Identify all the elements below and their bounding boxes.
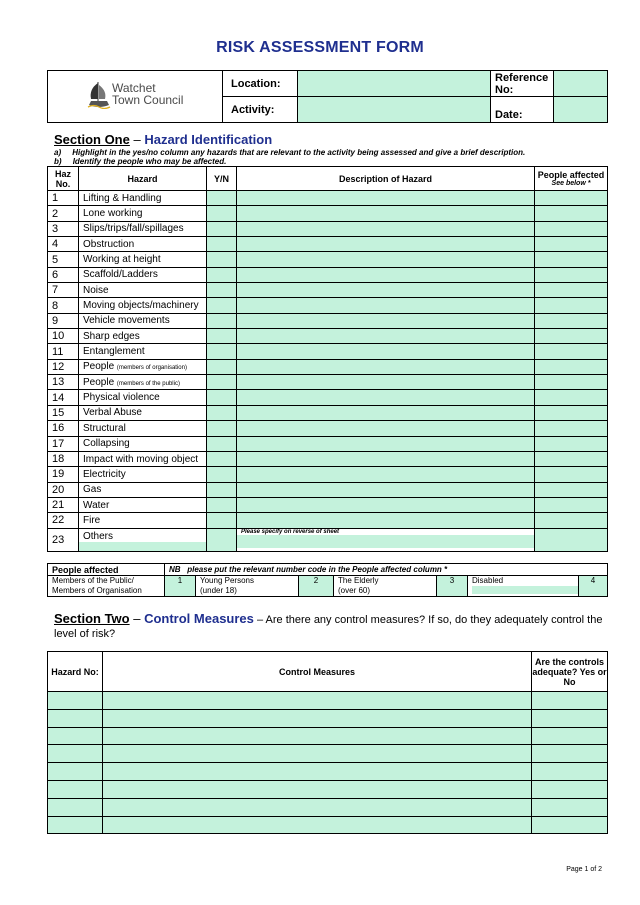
hazard-row xyxy=(48,436,608,451)
hazard-number: 13 xyxy=(48,375,79,390)
people-key-note: NB please put the relevant number code in the People affected column * xyxy=(165,564,608,576)
control-measures-field[interactable] xyxy=(103,763,532,781)
hazard-row xyxy=(48,375,608,390)
hazard-row xyxy=(48,513,608,528)
yn-field[interactable] xyxy=(207,329,237,344)
yn-field[interactable] xyxy=(207,421,237,436)
description-field[interactable] xyxy=(237,206,535,221)
description-field[interactable] xyxy=(237,421,535,436)
people-affected-field[interactable] xyxy=(535,313,608,328)
description-field[interactable] xyxy=(237,359,535,374)
hazard-name-cell xyxy=(79,375,207,390)
hazard-name-cell xyxy=(79,467,207,482)
control-hazard-no-field[interactable] xyxy=(48,780,103,798)
hazard-name-cell xyxy=(79,206,207,221)
control-measures-field[interactable] xyxy=(103,709,532,727)
description-field[interactable] xyxy=(237,329,535,344)
yn-field[interactable] xyxy=(207,467,237,482)
hazard-number: 19 xyxy=(48,467,79,482)
hazard-name: Fire xyxy=(83,514,101,526)
hazard-row xyxy=(48,390,608,405)
hazard-name-cell xyxy=(79,267,207,282)
control-measures-field[interactable] xyxy=(103,745,532,763)
controls-adequate-field[interactable] xyxy=(532,763,608,781)
hazard-name-cell xyxy=(79,482,207,497)
hazard-row xyxy=(48,329,608,344)
hazard-number: 17 xyxy=(48,436,79,451)
group-elderly: The Elderly (over 60) xyxy=(334,576,437,597)
controls-adequate-field[interactable] xyxy=(532,798,608,816)
hazard-name-cell xyxy=(79,329,207,344)
people-affected-field[interactable] xyxy=(535,283,608,298)
group-code-1: 1 xyxy=(165,576,196,597)
hazard-number: 1 xyxy=(48,191,79,206)
instruction-a: a) Highlight in the yes/no column any hazards that are relevant to the activity being assessed and give a brief description. xyxy=(54,148,526,157)
people-affected-field[interactable] xyxy=(535,528,608,551)
people-affected-field[interactable] xyxy=(535,482,608,497)
hazard-name: Entanglement xyxy=(83,346,145,358)
hazard-row xyxy=(48,267,608,282)
hazard-number: 11 xyxy=(48,344,79,359)
form-title: RISK ASSESSMENT FORM xyxy=(216,39,424,56)
control-row xyxy=(48,692,608,710)
hazard-name: Gas xyxy=(83,484,102,496)
control-row xyxy=(48,763,608,781)
control-row xyxy=(48,727,608,745)
yn-field[interactable] xyxy=(207,451,237,466)
col-control-measures: Control Measures xyxy=(103,652,532,692)
hazard-row xyxy=(48,191,608,206)
control-measures-field[interactable] xyxy=(103,780,532,798)
header-table: Location: Reference No: Activity: Date: xyxy=(47,70,608,123)
hazard-name: Physical violence xyxy=(83,392,160,404)
hazard-name: Slips/trips/fall/spillages xyxy=(83,223,184,235)
hazard-name: Others xyxy=(83,530,114,542)
controls-adequate-field[interactable] xyxy=(532,816,608,834)
hazard-name: People xyxy=(83,361,115,373)
yn-field[interactable] xyxy=(207,359,237,374)
col-hazard: Hazard xyxy=(79,167,207,191)
yn-field[interactable] xyxy=(207,283,237,298)
people-affected-field[interactable] xyxy=(535,390,608,405)
people-affected-field[interactable] xyxy=(535,298,608,313)
hazard-number: 18 xyxy=(48,451,79,466)
people-affected-field[interactable] xyxy=(535,237,608,252)
control-row xyxy=(48,745,608,763)
yn-field[interactable] xyxy=(207,206,237,221)
col-hazard-no: Hazard No: xyxy=(48,652,103,692)
yn-field[interactable] xyxy=(207,221,237,236)
description-field[interactable] xyxy=(237,451,535,466)
hazard-name: Electricity xyxy=(83,468,126,480)
people-affected-field[interactable] xyxy=(535,467,608,482)
activity-label: Activity xyxy=(231,103,271,116)
group-young: Young Persons (under 18) xyxy=(196,576,299,597)
hazard-name: Lone working xyxy=(83,208,143,220)
hazard-name: Obstruction xyxy=(83,238,135,250)
hazard-name-cell xyxy=(79,313,207,328)
date-label: Date xyxy=(495,109,519,121)
hazard-name-cell xyxy=(79,405,207,420)
hazard-name: Collapsing xyxy=(83,438,130,450)
people-affected-field[interactable] xyxy=(535,344,608,359)
people-affected-field[interactable] xyxy=(535,436,608,451)
control-hazard-no-field[interactable] xyxy=(48,798,103,816)
hazard-row xyxy=(48,237,608,252)
description-field[interactable] xyxy=(237,467,535,482)
others-field[interactable] xyxy=(79,542,206,551)
hazard-note: (members of the public) xyxy=(116,380,180,387)
hazard-number: 10 xyxy=(48,329,79,344)
hazard-number: 21 xyxy=(48,497,79,512)
hazard-row xyxy=(48,313,608,328)
hazard-number: 6 xyxy=(48,267,79,282)
description-field[interactable] xyxy=(237,252,535,267)
others-note: Please specify on reverse of sheet xyxy=(241,528,340,535)
control-measures-field[interactable] xyxy=(103,816,532,834)
control-measures-table xyxy=(47,651,608,834)
description-field[interactable] xyxy=(237,497,535,512)
control-hazard-no-field[interactable] xyxy=(48,745,103,763)
control-hazard-no-field[interactable] xyxy=(48,727,103,745)
hazard-name: Sharp edges xyxy=(83,330,140,342)
hazard-number: 5 xyxy=(48,252,79,267)
people-affected-field[interactable] xyxy=(535,191,608,206)
hazard-row xyxy=(48,344,608,359)
instruction-b: b) Identify the people who may be affected. xyxy=(54,157,227,166)
col-adequate: Are the controls adequate? Yes or No xyxy=(532,652,608,692)
hazard-row xyxy=(48,283,608,298)
hazard-name-cell xyxy=(79,359,207,374)
people-affected-field[interactable] xyxy=(535,421,608,436)
controls-adequate-field[interactable] xyxy=(532,745,608,763)
people-affected-field[interactable] xyxy=(535,252,608,267)
hazard-name-cell xyxy=(79,421,207,436)
hazard-number: 7 xyxy=(48,283,79,298)
hazard-name: Impact with moving object xyxy=(83,453,199,465)
people-affected-field[interactable] xyxy=(535,513,608,528)
control-row xyxy=(48,709,608,727)
hazard-number: 3 xyxy=(48,221,79,236)
hazard-name-cell xyxy=(79,390,207,405)
hazard-number: 12 xyxy=(48,359,79,374)
yn-field[interactable] xyxy=(207,497,237,512)
control-hazard-no-field[interactable] xyxy=(48,709,103,727)
town-council-logo-icon xyxy=(86,79,112,109)
group-code-3: 3 xyxy=(437,576,468,597)
controls-adequate-field[interactable] xyxy=(532,727,608,745)
description-field[interactable] xyxy=(237,344,535,359)
hazard-row xyxy=(48,252,608,267)
hazard-name: Lifting & Handling xyxy=(83,192,162,204)
group-public: Members of the Public/ Members of Organisation xyxy=(48,576,165,597)
description-field[interactable] xyxy=(237,405,535,420)
yn-field[interactable] xyxy=(207,191,237,206)
control-measures-field[interactable] xyxy=(103,798,532,816)
hazard-row xyxy=(48,497,608,512)
col-people-affected: People affected See below * xyxy=(535,167,608,191)
hazard-name-cell xyxy=(79,191,207,206)
hazard-number: 2 xyxy=(48,206,79,221)
hazard-name-cell xyxy=(79,451,207,466)
hazard-name-cell xyxy=(79,436,207,451)
people-affected-field[interactable] xyxy=(535,497,608,512)
yn-field[interactable] xyxy=(207,405,237,420)
description-field[interactable] xyxy=(237,375,535,390)
description-field[interactable] xyxy=(237,390,535,405)
hazard-name: People xyxy=(83,376,115,388)
hazard-name-cell xyxy=(79,497,207,512)
group-code-4: 4 xyxy=(579,576,608,597)
yn-field[interactable] xyxy=(207,375,237,390)
people-affected-field[interactable] xyxy=(535,221,608,236)
hazard-name-cell xyxy=(79,252,207,267)
page-number: Page 1 of 2 xyxy=(566,866,602,873)
hazard-table xyxy=(47,166,608,552)
yn-field[interactable] xyxy=(207,267,237,282)
yn-field[interactable] xyxy=(207,436,237,451)
description-field[interactable] xyxy=(237,436,535,451)
control-hazard-no-field[interactable] xyxy=(48,816,103,834)
col-haz-no: Haz No. xyxy=(48,167,79,191)
people-affected-field[interactable] xyxy=(535,206,608,221)
hazard-number: 8 xyxy=(48,298,79,313)
people-key-label: People affected xyxy=(48,564,165,576)
yn-field[interactable] xyxy=(207,482,237,497)
people-affected-field[interactable] xyxy=(535,267,608,282)
hazard-name-cell xyxy=(79,344,207,359)
hazard-row xyxy=(48,221,608,236)
hazard-row xyxy=(48,451,608,466)
people-affected-field[interactable] xyxy=(535,359,608,374)
controls-adequate-field[interactable] xyxy=(532,692,608,710)
logo-text: Watchet Town Council xyxy=(112,81,184,107)
hazard-name: Verbal Abuse xyxy=(83,407,142,419)
location-field[interactable] xyxy=(298,71,491,97)
location-label: Location xyxy=(231,77,277,90)
hazard-name: Moving objects/machinery xyxy=(83,300,199,312)
hazard-number: 9 xyxy=(48,313,79,328)
hazard-number: 14 xyxy=(48,390,79,405)
hazard-row xyxy=(48,206,608,221)
yn-field[interactable] xyxy=(207,252,237,267)
control-hazard-no-field[interactable] xyxy=(48,763,103,781)
description-field[interactable] xyxy=(237,513,535,528)
hazard-name-cell xyxy=(79,298,207,313)
people-affected-key xyxy=(47,563,608,597)
yn-field[interactable] xyxy=(207,344,237,359)
yn-field[interactable] xyxy=(207,513,237,528)
hazard-row-others: 23 Others Please specify on reverse of sheet xyxy=(48,528,608,551)
hazard-number: 15 xyxy=(48,405,79,420)
hazard-name-cell xyxy=(79,283,207,298)
description-field[interactable] xyxy=(237,482,535,497)
hazard-name: Scaffold/Ladders xyxy=(83,269,158,281)
hazard-name: Water xyxy=(83,499,110,511)
description-field[interactable] xyxy=(237,267,535,282)
control-measures-field[interactable] xyxy=(103,692,532,710)
hazard-note: (members of organisation) xyxy=(116,365,187,372)
section-two-heading: Section Two – Control Measures – Are there any control measures? If so, do they adequately control the level of risk? xyxy=(54,611,603,640)
reference-field[interactable] xyxy=(554,71,608,97)
yn-field[interactable] xyxy=(207,237,237,252)
control-row xyxy=(48,798,608,816)
description-field[interactable] xyxy=(237,535,534,548)
group-code-2: 2 xyxy=(299,576,334,597)
controls-adequate-field[interactable] xyxy=(532,780,608,798)
controls-adequate-field[interactable] xyxy=(532,709,608,727)
yn-field[interactable] xyxy=(207,313,237,328)
hazard-row xyxy=(48,467,608,482)
hazard-number: 20 xyxy=(48,482,79,497)
hazard-name: Working at height xyxy=(83,254,161,266)
people-affected-field[interactable] xyxy=(535,375,608,390)
control-row xyxy=(48,780,608,798)
date-field[interactable] xyxy=(554,97,608,123)
people-affected-field[interactable] xyxy=(535,329,608,344)
description-field[interactable] xyxy=(237,237,535,252)
control-measures-field[interactable] xyxy=(103,727,532,745)
hazard-number: 16 xyxy=(48,421,79,436)
hazard-number: 22 xyxy=(48,513,79,528)
yn-field[interactable] xyxy=(207,390,237,405)
yn-field[interactable] xyxy=(207,298,237,313)
people-affected-field[interactable] xyxy=(535,405,608,420)
hazard-number: 4 xyxy=(48,237,79,252)
hazard-name: Noise xyxy=(83,284,109,296)
description-field[interactable] xyxy=(237,298,535,313)
hazard-row xyxy=(48,359,608,374)
description-field[interactable] xyxy=(237,313,535,328)
section-one-heading: Section One – Hazard Identification xyxy=(54,132,273,147)
hazard-name-cell xyxy=(79,237,207,252)
activity-field[interactable] xyxy=(298,97,491,123)
hazard-name-cell xyxy=(79,221,207,236)
hazard-row xyxy=(48,482,608,497)
col-yn: Y/N xyxy=(207,167,237,191)
yn-field[interactable] xyxy=(207,528,237,551)
group-disabled: Disabled xyxy=(468,576,579,597)
reference-label: Reference No: xyxy=(491,71,554,97)
description-field[interactable] xyxy=(237,191,535,206)
description-field[interactable] xyxy=(237,283,535,298)
hazard-name: Structural xyxy=(83,422,126,434)
description-field[interactable] xyxy=(237,221,535,236)
hazard-row xyxy=(48,405,608,420)
col-description: Description of Hazard xyxy=(237,167,535,191)
hazard-row xyxy=(48,421,608,436)
control-hazard-no-field[interactable] xyxy=(48,692,103,710)
hazard-name: Vehicle movements xyxy=(83,315,170,327)
people-affected-field[interactable] xyxy=(535,451,608,466)
hazard-name-cell xyxy=(79,513,207,528)
control-row xyxy=(48,816,608,834)
hazard-row xyxy=(48,298,608,313)
